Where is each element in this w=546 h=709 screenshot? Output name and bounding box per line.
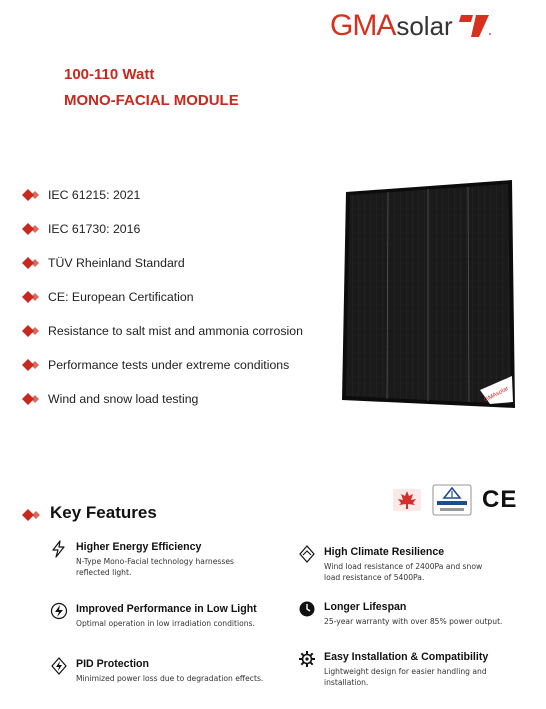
module-type-title: MONO-FACIAL MODULE: [64, 92, 239, 109]
maple-leaf-icon: [392, 486, 422, 514]
certification-text: IEC 61730: 2016: [48, 222, 141, 236]
certification-item: [22, 222, 140, 236]
red-diamond-bullet-icon: [22, 188, 42, 202]
feature-description: Optimal operation in low irradiation conditions.: [76, 619, 255, 628]
feature-description: 25-year warranty with over 85% power output.: [324, 617, 503, 626]
logo-mark-icon: [459, 13, 493, 39]
wattage-title: 100-110 Watt: [64, 66, 155, 83]
feature-title: High Climate Resilience: [324, 546, 445, 558]
red-diamond-bullet-icon: [22, 256, 42, 270]
certification-item: [22, 358, 289, 372]
certification-text: IEC 61215: 2021: [48, 188, 141, 202]
certification-item: [22, 290, 194, 304]
ce-mark-icon: CE: [482, 486, 518, 513]
red-diamond-bullet-icon: [22, 222, 42, 236]
certification-item: [22, 188, 140, 202]
shield-icon: [298, 545, 316, 563]
brand-logo: [330, 8, 493, 44]
red-diamond-bullet-icon: [22, 358, 42, 372]
solar-panel-image: [340, 178, 517, 410]
red-diamond-bullet-icon: [22, 508, 44, 522]
red-diamond-bullet-icon: [22, 392, 42, 406]
key-features-title: Key Features: [50, 503, 157, 522]
logo-text-solar: solar: [396, 10, 453, 41]
performance-icon: [50, 602, 68, 620]
pid-icon: [50, 657, 68, 675]
feature-title: Improved Performance in Low Light: [76, 603, 257, 615]
clock-icon: [298, 600, 316, 618]
panel-label: GMAsolar: [483, 385, 510, 404]
red-diamond-bullet-icon: [22, 290, 42, 304]
feature-description: Lightweight design for easier handling and installation.: [324, 667, 487, 687]
tuv-rheinland-icon: [432, 484, 472, 516]
feature-description: Wind load resistance of 2400Pa and snow load resistance of 5400Pa.: [324, 562, 483, 582]
certification-text: Wind and snow load testing: [48, 392, 199, 406]
feature-title: PID Protection: [76, 658, 149, 670]
certification-item: [22, 256, 185, 270]
feature-description: N-Type Mono-Facial technology harnesses reflected light.: [76, 557, 234, 577]
certification-item: [22, 392, 198, 406]
certification-badges: [392, 484, 517, 516]
certification-text: Resistance to salt mist and ammonia corrosion: [48, 324, 303, 338]
certification-item: [22, 324, 303, 338]
gear-icon: [298, 650, 316, 668]
certification-text: Performance tests under extreme conditions: [48, 358, 290, 372]
feature-description: Minimized power loss due to degradation effects.: [76, 674, 264, 683]
certification-text: TÜV Rheinland Standard: [48, 256, 185, 270]
logo-text-gma: GMA: [330, 9, 396, 42]
feature-title: Easy Installation & Compatibility: [324, 651, 489, 663]
lightning-icon: [50, 540, 68, 558]
feature-title: Higher Energy Efficiency: [76, 541, 202, 553]
certification-text: CE: European Certification: [48, 290, 194, 304]
feature-title: Longer Lifespan: [324, 601, 407, 613]
red-diamond-bullet-icon: [22, 324, 42, 338]
